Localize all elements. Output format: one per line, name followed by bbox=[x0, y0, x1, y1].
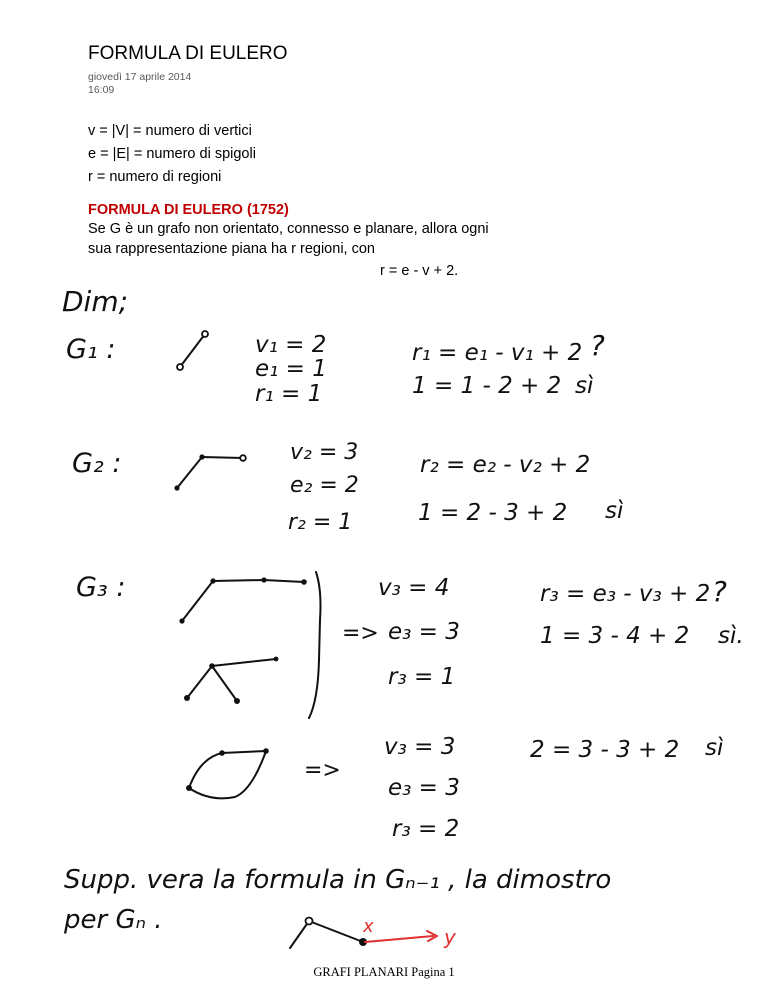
theorem-heading: FORMULA DI EULERO (1752) bbox=[88, 202, 289, 218]
g3-vertex bbox=[234, 698, 240, 704]
induction-sketch bbox=[290, 916, 457, 949]
g1-check: 1 = 1 - 2 + 2 bbox=[412, 373, 562, 399]
g2-answer: sì bbox=[605, 498, 624, 524]
g3-graph-star bbox=[184, 657, 278, 704]
theorem-text-line1: Se G è un grafo non orientato, connesso e planare, allora ogni bbox=[88, 221, 489, 237]
g3-vertex-count: v₃ = 4 bbox=[378, 575, 450, 601]
page-footer: GRAFI PLANARI Pagina 1 bbox=[313, 965, 455, 979]
cycle-vertex-count: v₃ = 3 bbox=[384, 734, 456, 760]
red-mark-x: x bbox=[363, 916, 374, 937]
g1-answer: sì bbox=[575, 373, 594, 399]
g1-vertex bbox=[202, 331, 208, 337]
definition-regions: r = numero di regioni bbox=[88, 169, 222, 185]
g3-vertex bbox=[261, 577, 266, 582]
g3-graph-path bbox=[179, 577, 306, 623]
g3-cycle-graph bbox=[186, 748, 269, 798]
g3-region-count: r₃ = 1 bbox=[388, 664, 456, 690]
definition-edges: e = |E| = numero di spigoli bbox=[88, 146, 256, 162]
theorem-text-line2: sua rappresentazione piana ha r regioni, con bbox=[88, 241, 375, 257]
g1-vertex bbox=[177, 364, 183, 370]
g1-question-mark: ? bbox=[590, 329, 605, 362]
g3-answer: sì. bbox=[718, 623, 744, 649]
cycle-check: 2 = 3 - 3 + 2 bbox=[530, 737, 680, 763]
sketch-vertex bbox=[306, 918, 313, 925]
g3-brace bbox=[309, 572, 321, 718]
g1-formula: r₁ = e₁ - v₁ + 2 bbox=[412, 340, 583, 366]
g2-graph bbox=[174, 454, 245, 490]
cycle-vertex bbox=[219, 750, 225, 756]
induction-line2: per Gₙ . bbox=[64, 905, 163, 935]
g2-label: G₂ : bbox=[72, 448, 122, 479]
g3-vertex bbox=[301, 579, 307, 585]
note-date: giovedì 17 aprile 2014 bbox=[88, 71, 192, 83]
g3-vertex bbox=[179, 618, 184, 623]
cycle-implies-arrow: => bbox=[304, 758, 341, 783]
g1-vertex-count: v₁ = 2 bbox=[255, 332, 327, 358]
g2-vertex bbox=[174, 485, 179, 490]
cycle-region-count: r₃ = 2 bbox=[392, 816, 460, 842]
g3-vertex bbox=[274, 657, 279, 662]
g2-vertex bbox=[240, 455, 246, 461]
cycle-vertex bbox=[186, 785, 192, 791]
page-title: FORMULA DI EULERO bbox=[88, 43, 288, 64]
g3-vertex bbox=[184, 695, 190, 701]
g3-vertex bbox=[209, 663, 215, 669]
g3-edge-count: e₃ = 3 bbox=[388, 619, 460, 645]
g1-label: G₁ : bbox=[66, 334, 116, 365]
new-edge-line bbox=[365, 936, 433, 942]
g3-question-mark: ? bbox=[712, 575, 727, 608]
cycle-edge-count: e₃ = 3 bbox=[388, 775, 460, 801]
g2-formula: r₂ = e₂ - v₂ + 2 bbox=[420, 452, 591, 478]
g1-region-count: r₁ = 1 bbox=[255, 381, 323, 407]
g3-vertex bbox=[210, 578, 215, 583]
g2-edge-count: e₂ = 2 bbox=[290, 473, 359, 498]
cycle-answer: sì bbox=[705, 735, 724, 761]
induction-line1: Supp. vera la formula in Gₙ₋₁ , la dimostro bbox=[64, 865, 612, 895]
note-time: 16:09 bbox=[88, 84, 115, 96]
proof-label: Dim; bbox=[62, 285, 129, 318]
g3-implies-arrow: => bbox=[342, 621, 379, 646]
g2-vertex-count: v₂ = 3 bbox=[290, 440, 359, 465]
g2-check: 1 = 2 - 3 + 2 bbox=[418, 500, 568, 526]
g2-vertex bbox=[199, 454, 204, 459]
g3-check: 1 = 3 - 4 + 2 bbox=[540, 623, 690, 649]
definition-vertices: v = |V| = numero di vertici bbox=[88, 123, 252, 139]
g2-region-count: r₂ = 1 bbox=[288, 510, 353, 535]
g3-formula: r₃ = e₃ - v₃ + 2 bbox=[540, 581, 711, 607]
red-mark-y: y bbox=[444, 925, 456, 949]
g1-edge-count: e₁ = 1 bbox=[255, 356, 327, 382]
theorem-formula: r = e - v + 2. bbox=[380, 263, 459, 279]
g3-label: G₃ : bbox=[76, 572, 126, 603]
g1-graph bbox=[177, 331, 208, 370]
cycle-vertex bbox=[263, 748, 269, 754]
